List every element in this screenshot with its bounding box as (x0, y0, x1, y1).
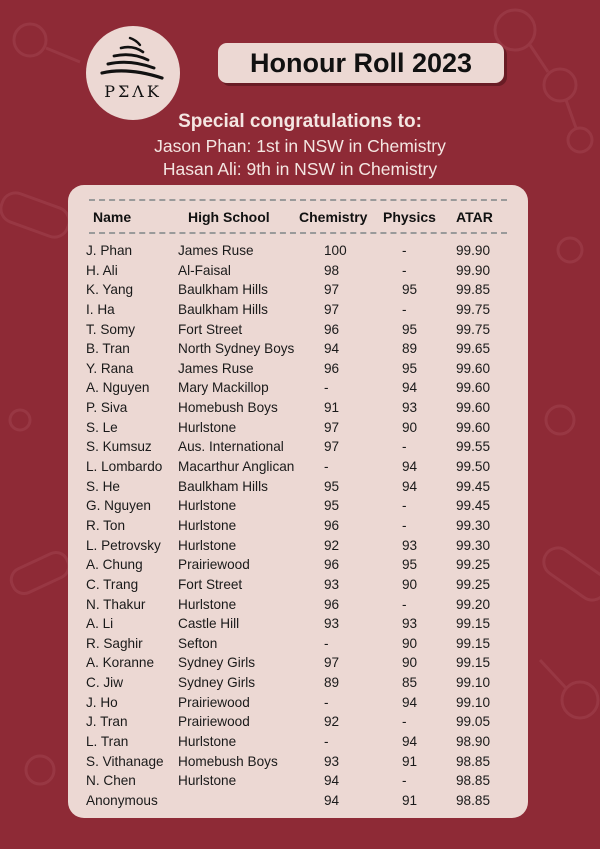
test-tube-icon (538, 542, 600, 605)
cell-atar: 99.15 (456, 616, 491, 632)
cell-school: Sydney Girls (178, 655, 256, 671)
cell-atar: 99.60 (456, 419, 491, 435)
cell-chemistry: 91 (324, 400, 340, 416)
cell-school: Al-Faisal (178, 262, 231, 278)
cell-physics: 90 (402, 655, 418, 671)
cell-chemistry: 96 (324, 360, 340, 376)
cell-name: R. Ton (86, 517, 126, 533)
cell-name: Y. Rana (86, 360, 134, 376)
table-row (68, 263, 528, 283)
cell-name: S. Le (86, 419, 118, 435)
cell-school: Prairiewood (178, 694, 250, 710)
cell-atar: 99.45 (456, 498, 491, 514)
honour-roll-table (68, 185, 528, 818)
molecule-node-icon (544, 69, 576, 101)
cell-name: N. Chen (86, 773, 136, 789)
cell-atar: 99.30 (456, 537, 491, 553)
header-physics: Physics (383, 209, 436, 225)
cell-physics: 94 (402, 694, 418, 710)
cell-physics: - (402, 773, 407, 789)
cell-chemistry: 94 (324, 341, 340, 357)
table-row (68, 439, 528, 459)
table-row (68, 400, 528, 420)
cell-chemistry: 96 (324, 517, 340, 533)
cell-atar: 99.65 (456, 341, 491, 357)
cell-chemistry: 96 (324, 596, 340, 612)
cell-school: Mary Mackillop (178, 380, 269, 396)
table-row (68, 479, 528, 499)
cell-name: J. Phan (86, 243, 133, 258)
peak-logo (86, 26, 180, 120)
cell-school: Macarthur Anglican (178, 459, 295, 475)
cell-physics: 90 (402, 419, 418, 435)
cell-school: Baulkham Hills (178, 282, 268, 298)
table-row (68, 754, 528, 774)
cell-chemistry: 97 (324, 439, 340, 455)
table-row (68, 577, 528, 597)
cell-name: B. Tran (86, 341, 130, 357)
cell-school: Hurlstone (178, 596, 237, 612)
table-row (68, 518, 528, 538)
table-row (68, 597, 528, 617)
table-row (68, 636, 528, 656)
cell-name: G. Nguyen (86, 498, 151, 514)
molecule-node-icon (546, 406, 574, 434)
cell-chemistry: 100 (324, 243, 347, 258)
header-school: High School (188, 209, 270, 225)
cell-atar: 99.60 (456, 360, 491, 376)
cell-name: L. Tran (86, 734, 129, 750)
cell-physics: 93 (402, 400, 418, 416)
cell-physics: - (402, 596, 407, 612)
cell-chemistry: 97 (324, 655, 340, 671)
cell-name: S. He (86, 478, 120, 494)
table-row (68, 714, 528, 734)
cell-school: Hurlstone (178, 773, 237, 789)
cell-atar: 99.55 (456, 439, 491, 455)
cell-atar: 98.85 (456, 773, 491, 789)
cell-name: C. Trang (86, 576, 139, 592)
cell-school: Fort Street (178, 321, 243, 337)
cell-school: James Ruse (178, 360, 254, 376)
divider (89, 232, 507, 234)
cell-name: A. Li (86, 616, 114, 632)
cell-atar: 99.75 (456, 301, 491, 317)
cell-physics: 90 (402, 635, 418, 651)
table-row (68, 655, 528, 675)
cell-chemistry: 98 (324, 262, 340, 278)
cell-atar: 99.20 (456, 596, 491, 612)
divider (89, 199, 507, 201)
cell-school: Hurlstone (178, 734, 237, 750)
cell-chemistry: 95 (324, 498, 340, 514)
table-row (68, 616, 528, 636)
cell-school: Castle Hill (178, 616, 240, 632)
cell-school: James Ruse (178, 243, 254, 258)
molecule-node-icon (10, 410, 30, 430)
table-row (68, 498, 528, 518)
cell-name: R. Saghir (86, 635, 143, 651)
cell-name: A. Koranne (86, 655, 155, 671)
cell-school: Hurlstone (178, 537, 237, 553)
cell-physics: - (402, 262, 407, 278)
table-row (68, 734, 528, 754)
table-row (68, 557, 528, 577)
cell-name: I. Ha (86, 301, 115, 317)
molecule-node-icon (562, 682, 598, 718)
cell-school: Prairiewood (178, 557, 250, 573)
cell-name: A. Chung (86, 557, 143, 573)
cell-chemistry: 97 (324, 301, 340, 317)
cell-school: Homebush Boys (178, 400, 278, 416)
table-row (68, 675, 528, 695)
cell-chemistry: 92 (324, 714, 340, 730)
congrats-line: Jason Phan: 1st in NSW in Chemistry (154, 136, 446, 156)
cell-physics: - (402, 714, 407, 730)
cell-atar: 98.85 (456, 792, 491, 808)
cell-school: Sefton (178, 635, 218, 651)
table-row (68, 773, 528, 793)
cell-chemistry: - (324, 734, 329, 750)
cell-name: N. Thakur (86, 596, 146, 612)
cell-physics: 94 (402, 734, 418, 750)
molecule-node-icon (26, 756, 54, 784)
cell-school: Fort Street (178, 576, 243, 592)
table-row (68, 420, 528, 440)
cell-atar: 99.75 (456, 321, 491, 337)
molecule-node-icon (558, 238, 582, 262)
cell-chemistry: 93 (324, 753, 340, 769)
cell-name: C. Jiw (86, 675, 124, 691)
cell-physics: - (402, 517, 407, 533)
table-row (68, 341, 528, 361)
cell-chemistry: - (324, 459, 329, 475)
cell-chemistry: 93 (324, 576, 340, 592)
test-tube-icon (7, 549, 72, 598)
cell-physics: 95 (402, 360, 418, 376)
cell-name: H. Ali (86, 262, 118, 278)
cell-chemistry: 94 (324, 773, 340, 789)
cell-chemistry: 97 (324, 282, 340, 298)
cell-name: S. Kumsuz (86, 439, 152, 455)
cell-name: L. Petrovsky (86, 537, 161, 553)
congrats-line: Hasan Ali: 9th in NSW in Chemistry (162, 159, 438, 179)
cell-school: Sydney Girls (178, 675, 256, 691)
table-row (68, 243, 528, 263)
cell-school: Baulkham Hills (178, 478, 268, 494)
cell-atar: 99.90 (456, 262, 491, 278)
cell-atar: 99.60 (456, 400, 491, 416)
cell-physics: - (402, 301, 407, 317)
mountain-icon (86, 26, 180, 120)
cell-physics: 91 (402, 792, 418, 808)
cell-atar: 99.25 (456, 576, 491, 592)
cell-physics: - (402, 498, 407, 514)
cell-chemistry: - (324, 380, 329, 396)
cell-school: Homebush Boys (178, 753, 278, 769)
cell-atar: 99.90 (456, 243, 491, 258)
cell-school: Aus. International (178, 439, 284, 455)
table-row (68, 459, 528, 479)
cell-atar: 99.45 (456, 478, 491, 494)
table-row (68, 282, 528, 302)
table-row (68, 302, 528, 322)
cell-chemistry: - (324, 635, 329, 651)
cell-atar: 99.05 (456, 714, 491, 730)
cell-atar: 99.10 (456, 675, 491, 691)
cell-atar: 99.15 (456, 635, 491, 651)
cell-atar: 98.85 (456, 753, 491, 769)
title-banner (218, 43, 504, 83)
cell-atar: 99.25 (456, 557, 491, 573)
cell-atar: 99.10 (456, 694, 491, 710)
logo-text: ΡΣΛΚ (104, 82, 162, 101)
header-name: Name (93, 209, 132, 225)
cell-physics: 95 (402, 321, 418, 337)
table-row (68, 380, 528, 400)
cell-chemistry: - (324, 694, 329, 710)
table-row (68, 361, 528, 381)
cell-chemistry: 94 (324, 792, 340, 808)
cell-physics: 90 (402, 576, 418, 592)
cell-physics: 94 (402, 459, 418, 475)
cell-name: P. Siva (86, 400, 128, 416)
cell-physics: 94 (402, 478, 418, 494)
table-row (68, 322, 528, 342)
cell-atar: 99.85 (456, 282, 491, 298)
cell-chemistry: 97 (324, 419, 340, 435)
table-row (68, 538, 528, 558)
header-atar: ATAR (456, 209, 493, 225)
cell-atar: 99.60 (456, 380, 491, 396)
cell-physics: 93 (402, 537, 418, 553)
cell-chemistry: 92 (324, 537, 340, 553)
cell-name: A. Nguyen (86, 380, 150, 396)
table-row (68, 793, 528, 813)
molecule-node-icon (495, 10, 535, 50)
cell-chemistry: 89 (324, 675, 340, 691)
cell-physics: 95 (402, 282, 418, 298)
molecule-node-icon (14, 24, 46, 56)
test-tube-icon (0, 189, 73, 241)
cell-physics: 95 (402, 557, 418, 573)
congrats-heading: Special congratulations to: (178, 111, 422, 132)
cell-physics: 91 (402, 753, 418, 769)
cell-school: Baulkham Hills (178, 301, 268, 317)
cell-school: Hurlstone (178, 517, 237, 533)
cell-physics: 85 (402, 675, 418, 691)
cell-name: K. Yang (86, 282, 134, 298)
cell-name: J. Ho (86, 694, 118, 710)
cell-name: T. Somy (86, 321, 136, 337)
cell-physics: 89 (402, 341, 418, 357)
cell-atar: 99.30 (456, 517, 491, 533)
cell-name: L. Lombardo (86, 459, 163, 475)
cell-atar: 99.15 (456, 655, 491, 671)
table-row (68, 695, 528, 715)
cell-atar: 98.90 (456, 734, 491, 750)
cell-physics: - (402, 439, 407, 455)
table-body (68, 243, 528, 813)
cell-chemistry: 93 (324, 616, 340, 632)
cell-atar: 99.50 (456, 459, 491, 475)
cell-school: Prairiewood (178, 714, 250, 730)
cell-physics: 94 (402, 380, 418, 396)
page-title: Honour Roll 2023 (249, 47, 473, 78)
cell-name: Anonymous (86, 792, 158, 808)
cell-name: J. Tran (86, 714, 128, 730)
cell-chemistry: 96 (324, 557, 340, 573)
header-chemistry: Chemistry (299, 209, 368, 225)
cell-chemistry: 96 (324, 321, 340, 337)
cell-physics: - (402, 243, 407, 258)
cell-name: S. Vithanage (86, 753, 164, 769)
cell-school: Hurlstone (178, 419, 237, 435)
cell-physics: 93 (402, 616, 418, 632)
cell-school: Hurlstone (178, 498, 237, 514)
cell-school: North Sydney Boys (178, 341, 295, 357)
cell-chemistry: 95 (324, 478, 340, 494)
